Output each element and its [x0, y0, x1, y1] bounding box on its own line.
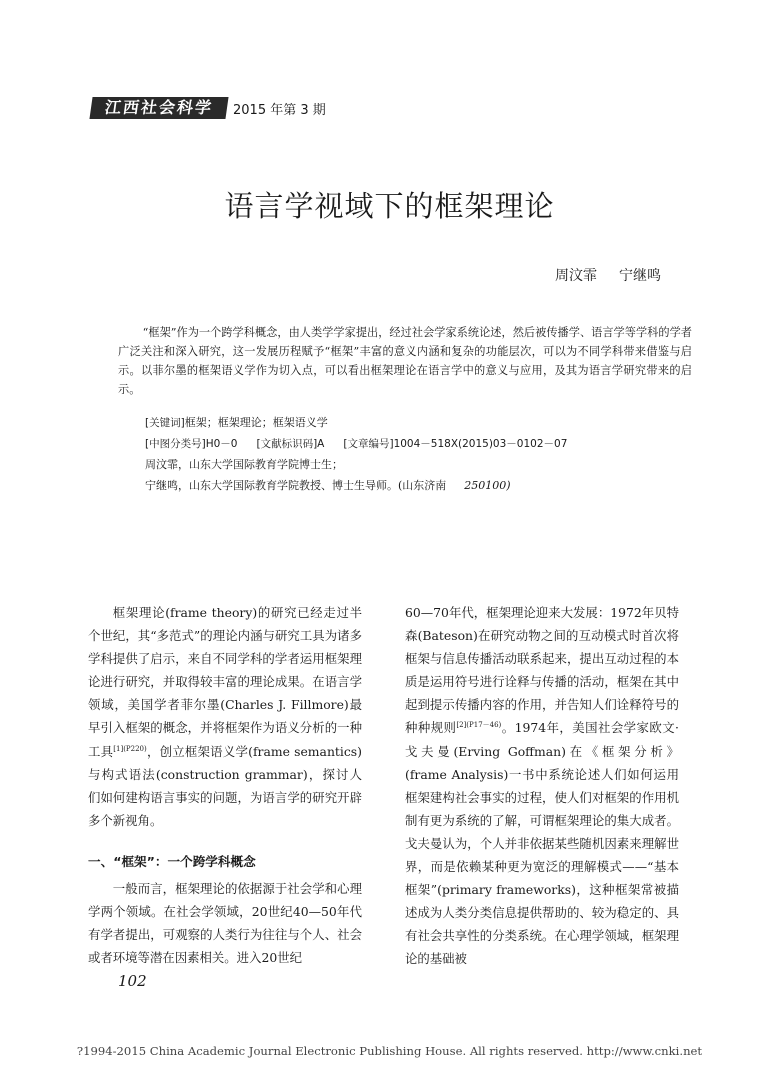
- citation-ref: [1](P220): [113, 744, 147, 753]
- author-name: 宁继鸣: [619, 268, 661, 284]
- paragraph-text: 60—70年代，框架理论迎来大发展：1972年贝特森(Bateson)在研究动物之间的互动模式时首次将框架与信息传播活动联系起来，提出互动过程的本质是运用符号进行诠释与传播的活动，框架在其中起到提示传播内容的作用，并告知人们诠释符号的种种规则: [405, 605, 679, 736]
- citation-ref: [2](P17－46): [456, 721, 502, 730]
- keywords-line: [145, 413, 328, 433]
- doc-code-label: [文献标识码]: [256, 438, 318, 450]
- article-title: 语言学视域下的框架理论: [224, 189, 555, 223]
- paragraph-text: 框架理论(frame theory)的研究已经走过半个世纪，其“多范式”的理论内涵与研究工具为诸多学科提供了启示，来自不同学科的学者运用框架理论进行研究，并取得较丰富的理论成果。在语言学领域，美国学者菲尔墨(Charles J. Fillmore)最早引入框架的概念，并将框架作为语义分析的一种工具: [88, 605, 362, 759]
- author-info-1: 周汶霏，山东大学国际教育学院博士生；: [145, 458, 343, 471]
- paragraph-text: 。1974年，美国社会学家欧文·戈夫曼(Erving Goffman)在《框架分析》(frame Analysis)一书中系统论述人们如何运用框架建构社会事实的过程，使人们对框架的作用机制有更为系统的了解，可谓框架理论的集大成者。戈夫曼认为，个人并非依据某些随机因素来理解世界，而是依赖某种更为宽泛的理解模式——“基本框架”(primary frameworks)，这种框架常被描述成为人类分类信息提供帮助的、较为稳定的、具有社会共享性的分类系统。在心理学领域，框架理论的基础被: [405, 720, 679, 967]
- keywords: 框架；框架理论；框架语义学: [184, 416, 328, 429]
- clc-value: H0－0: [205, 438, 238, 450]
- abstract: [118, 323, 692, 399]
- section-heading: 一、“框架”：一个跨学科概念: [88, 853, 256, 869]
- classification-line: [145, 434, 567, 454]
- keywords-label: [关键词]: [145, 417, 185, 429]
- article-no-label: [文章编号]: [343, 438, 394, 450]
- abstract-text: “框架”作为一个跨学科概念，由人类学学家提出，经过社会学家系统论述，然后被传播学、语言学等学科的学者广泛关注和深入研究，这一发展历程赋予“框架”丰富的意义内涵和复杂的功能层次，可以为不同学科带来借鉴与启示。以菲尔墨的框架语义学作为切入点，可以看出框架理论在语言学中的意义与应用，及其为语言学研究带来的启示。: [118, 326, 692, 396]
- paragraph-text: ，创立框架语义学(frame semantics)与构式语法(construction grammar)，探讨人们如何建构语言事实的问题，为语言学的研究开辟多个新视角。: [88, 743, 362, 828]
- author-info-2-text: 宁继鸣，山东大学国际教育学院教授、博士生导师。(山东济南: [145, 479, 447, 492]
- issue-label: 2015 年第 3 期: [233, 103, 326, 118]
- author-list: [555, 265, 661, 285]
- doc-code-value: A: [317, 438, 325, 450]
- copyright-footer: ?1994-2015 China Academic Journal Electronic Publishing House. All rights reserved. http://www.cnki.net: [76, 1044, 703, 1058]
- paragraph: 一般而言，框架理论的依据源于社会学和心理学两个领域。在社会学领域，20世纪40—50年代有学者提出，可观察的人类行为往往与个人、社会或者环境等潜在因素相关。进入20世纪: [88, 881, 362, 966]
- clc-label: [中图分类号]: [145, 438, 206, 450]
- page-number: 102: [118, 972, 147, 990]
- postcode: 250100): [464, 479, 511, 492]
- body-column-right: [405, 601, 679, 971]
- journal-logo: 江西社会科学: [89, 97, 228, 119]
- paragraph: [405, 601, 679, 971]
- body-column-left: [88, 601, 362, 969]
- article-no-value: 1004－518X(2015)03－0102－07: [393, 438, 568, 450]
- author-name: 周汶霏: [555, 268, 597, 284]
- paragraph: [88, 601, 362, 832]
- author-info-2: [145, 476, 511, 495]
